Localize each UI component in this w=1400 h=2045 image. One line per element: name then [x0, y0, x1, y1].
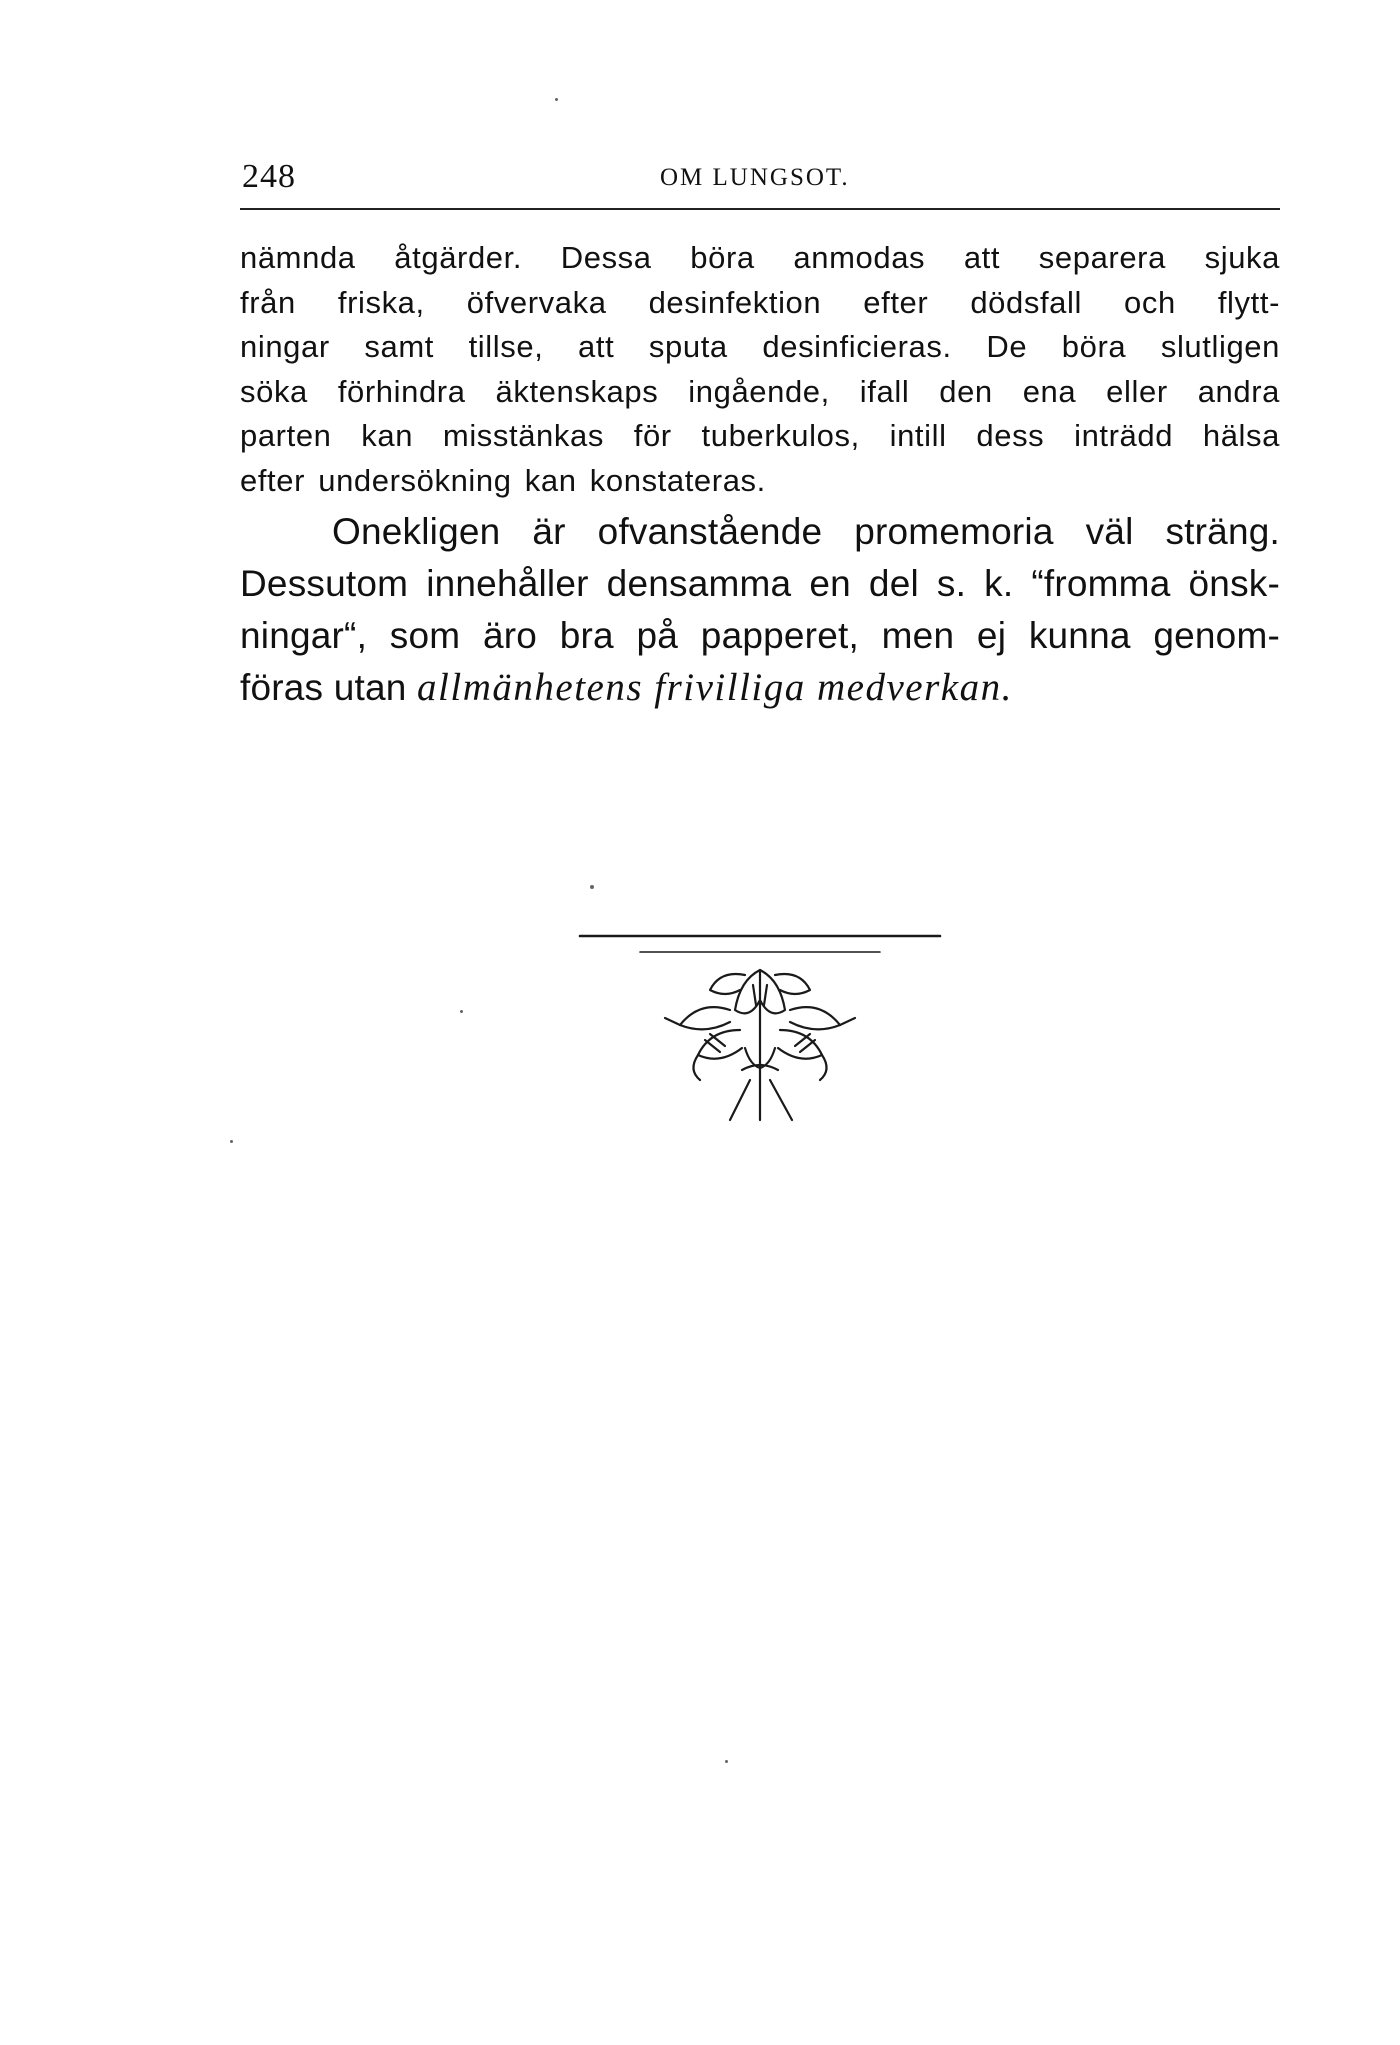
text-line: parten kan misstänkas för tuberkulos, intill dess inträdd hälsa: [240, 418, 1280, 454]
floral-tailpiece-icon: [570, 930, 950, 1130]
paragraph-1: [240, 236, 1280, 504]
text-line-last: [240, 662, 1280, 714]
paper-speck: [555, 98, 558, 101]
text-line: ningar samt tillse, att sputa desinficieras. De böra slutligen: [240, 329, 1280, 365]
text-line: ningar“, som äro bra på papperet, men ej kunna genom-: [240, 615, 1280, 656]
page-header: [240, 158, 1280, 208]
paper-speck: [230, 1140, 233, 1143]
text-line: från friska, öfvervaka desinfektion efter dödsfall och flytt-: [240, 284, 1280, 320]
paper-speck: [590, 885, 594, 889]
emphasized-text: allmänhetens frivilliga medverkan.: [417, 666, 1013, 709]
paragraph-2: [240, 506, 1280, 714]
header-rule: [240, 208, 1280, 210]
paper-speck: [725, 1760, 728, 1763]
text-line: Onekligen är ofvanstående promemoria väl sträng.: [332, 511, 1280, 552]
text-line: söka förhindra äktenskaps ingående, ifall den ena eller andra: [240, 373, 1280, 409]
text-line: nämnda åtgärder. Dessa böra anmodas att separera sjuka: [240, 240, 1280, 275]
paper-speck: [460, 1010, 463, 1013]
text-line-prefix: föras utan: [240, 667, 407, 708]
running-title: OM LUNGSOT.: [660, 164, 850, 191]
text-line: Dessutom innehåller densamma en del s. k. “fromma önsk-: [240, 563, 1280, 604]
page-number: 248: [242, 158, 296, 195]
text-line: efter undersökning kan konstateras.: [240, 462, 766, 498]
